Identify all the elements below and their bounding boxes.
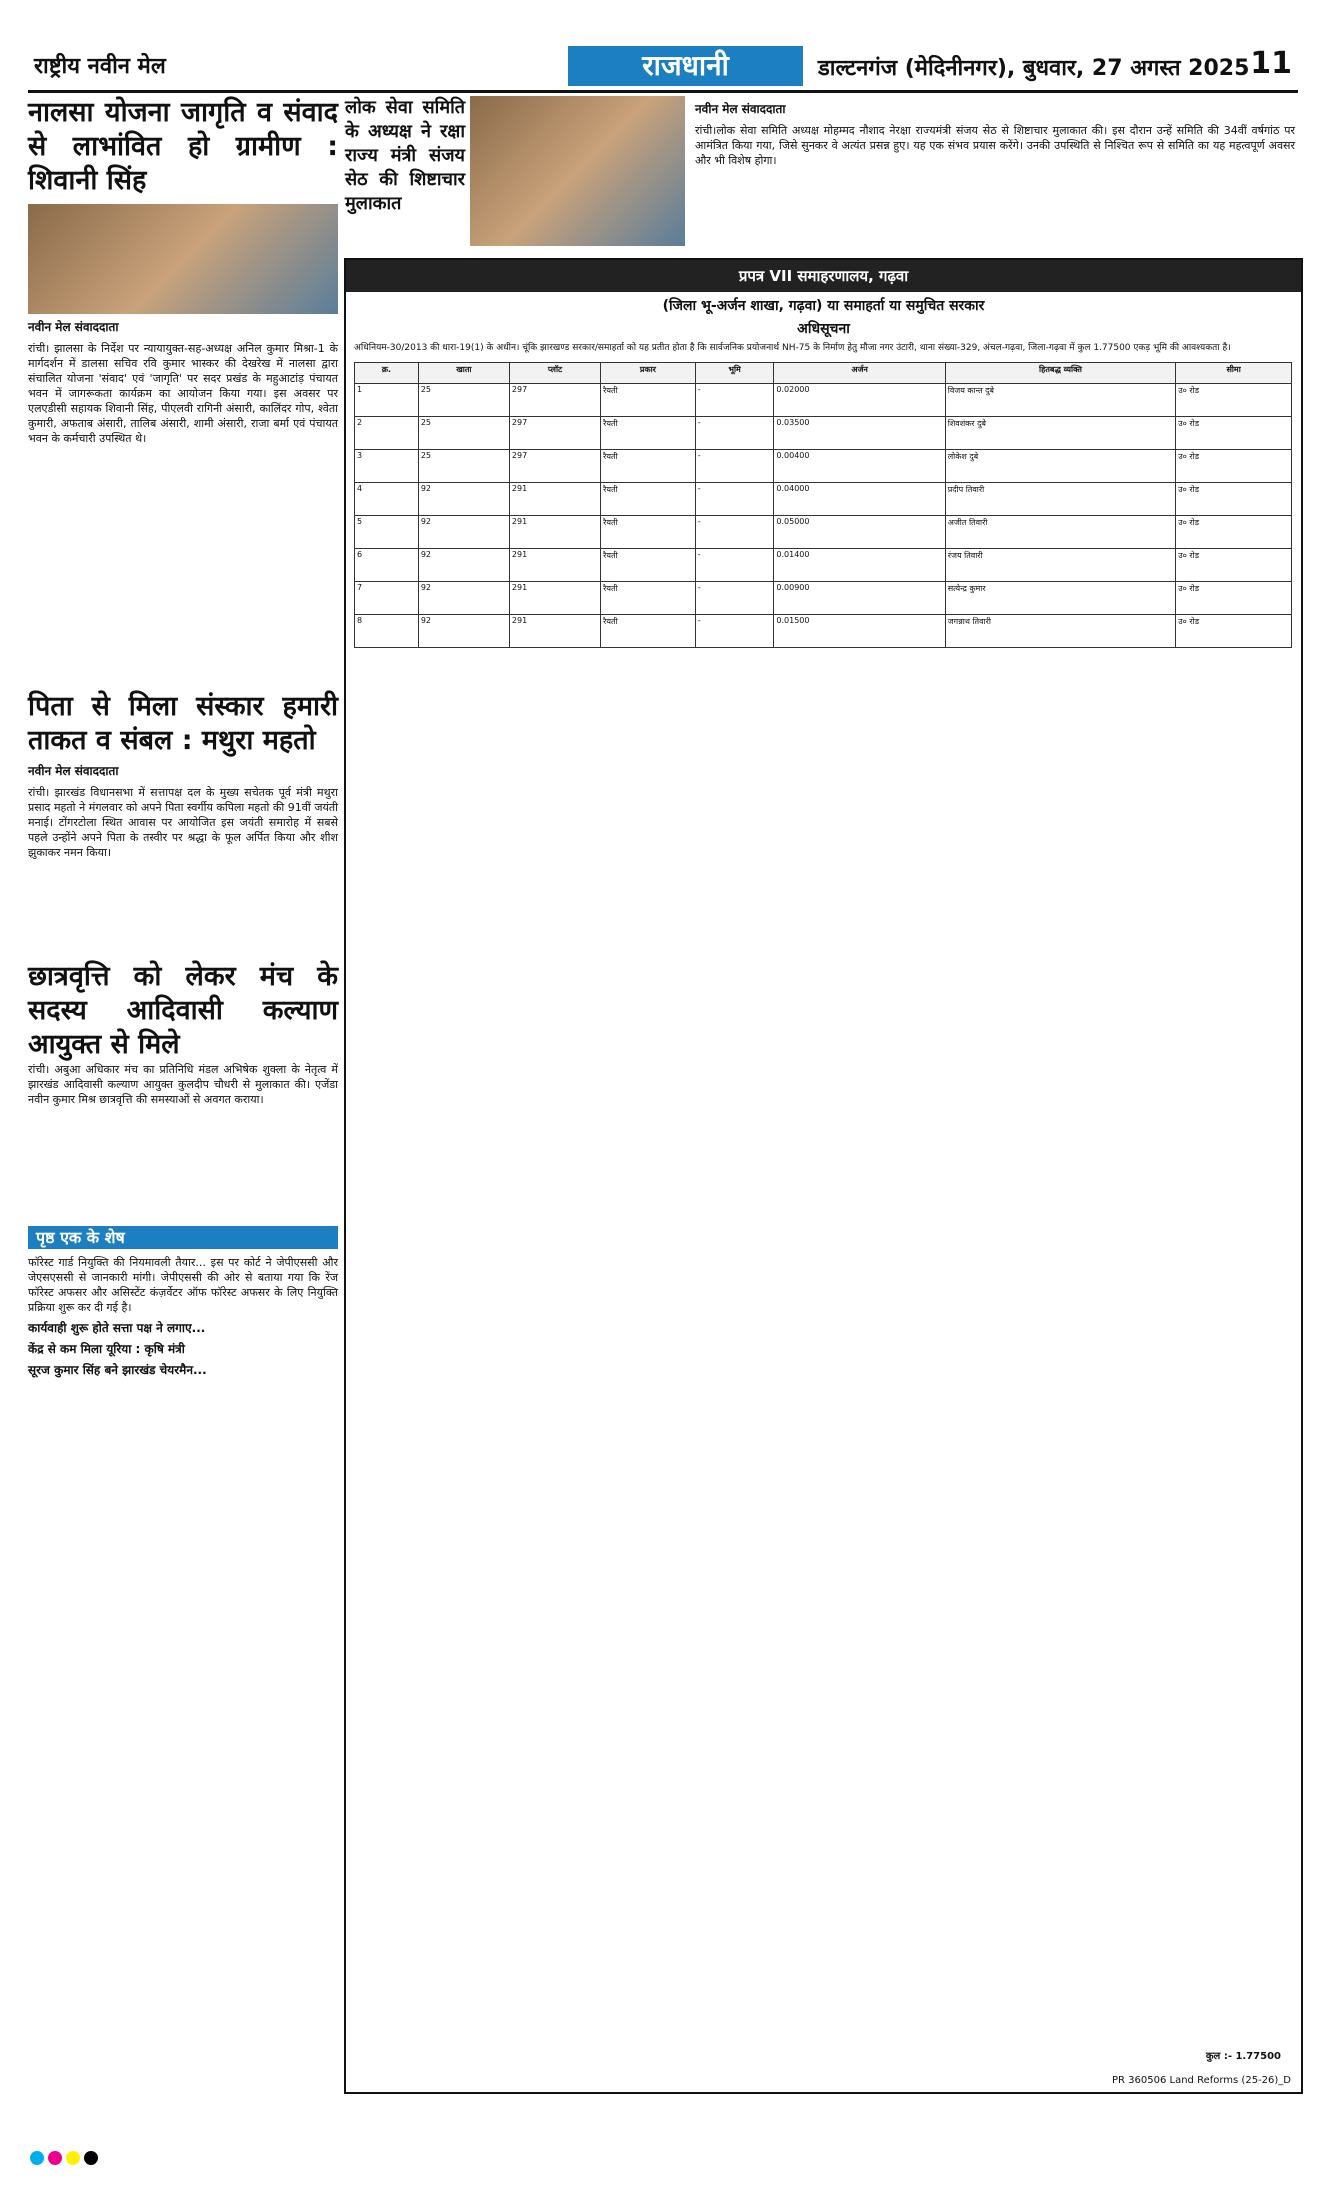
table-cell: लोकेश दुबे — [945, 450, 1176, 483]
story-photo — [470, 96, 685, 246]
story-4 — [28, 960, 338, 1107]
table-cell: सत्येन्द्र कुमार — [945, 582, 1176, 615]
table-cell: रंजय तिवारी — [945, 549, 1176, 582]
table-cell: उ० रोड — [1176, 516, 1292, 549]
notice-para: अधिनियम-30/2013 की धारा-19(1) के अधीन। चूंकि झारखण्ड सरकार/समाहर्ता को यह प्रतीत होता है कि सार्वजनिक प्रयोजनार्थ NH-75 के निर्माण हेतु मौजा नगर उंटारी, थाना संख्या-329, अंचल-गढ़वा, जिला-गढ़वा में कुल 1.77500 एकड़ भूमि की आवश्यकता है। — [354, 343, 1231, 353]
table-cell: - — [695, 516, 774, 549]
table-cell: 92 — [418, 516, 509, 549]
table-cell: उ० रोड — [1176, 384, 1292, 417]
table-cell: 291 — [509, 582, 600, 615]
table-row — [355, 450, 1292, 483]
table-cell: 297 — [509, 384, 600, 417]
headline: लोक सेवा समिति के अध्यक्ष ने रक्षा राज्य मंत्री संजय सेठ की शिष्टाचार मुलाकात — [345, 97, 465, 214]
table-row — [355, 384, 1292, 417]
table-cell: 0.01500 — [774, 615, 945, 648]
article-body: रांची। झारखंड विधानसभा में सत्तापक्ष दल के मुख्य सचेतक पूर्व मंत्री मथुरा प्रसाद महतो ने मंगलवार को अपने पिता स्वर्गीय कपिला महतो की 91वीं जयंती मनाई। टोंगरटोला स्थित आवास पर आयोजित इस जयंती समारोह में सबसे पहले उन्होंने अपने पिता के तस्वीर पर श्रद्धा के फूल अर्पित किया और शीश झुकाकर नमन किया। — [28, 786, 338, 859]
table-cell: - — [695, 549, 774, 582]
table-cell: 0.02000 — [774, 384, 945, 417]
table-cell: विजय कान्त दुबे — [945, 384, 1176, 417]
table-cell: 92 — [418, 582, 509, 615]
section-label: राजधानी — [568, 46, 803, 86]
table-cell: 291 — [509, 615, 600, 648]
table-cell: - — [695, 483, 774, 516]
table-cell: 0.00900 — [774, 582, 945, 615]
page-number: 11 — [1250, 46, 1292, 81]
table-cell: 92 — [418, 615, 509, 648]
table-cell: रैयती — [601, 417, 696, 450]
table-cell: 8 — [355, 615, 419, 648]
notice-code: PR 360506 Land Reforms (25-26)_D — [1112, 2075, 1291, 2086]
table-cell: 0.00400 — [774, 450, 945, 483]
table-cell: 25 — [418, 450, 509, 483]
table-row — [355, 549, 1292, 582]
byline: नवीन मेल संवाददाता — [695, 102, 786, 116]
table-cell: - — [695, 384, 774, 417]
table-header: प्रकार — [601, 363, 696, 384]
table-cell: 0.05000 — [774, 516, 945, 549]
table-cell: उ० रोड — [1176, 549, 1292, 582]
table-cell: 6 — [355, 549, 419, 582]
story-1 — [28, 96, 338, 446]
story-3 — [28, 690, 338, 860]
table-cell: - — [695, 417, 774, 450]
story-5 — [28, 1220, 338, 1384]
story-photo — [28, 204, 338, 314]
table-cell: 92 — [418, 483, 509, 516]
table-cell: 291 — [509, 516, 600, 549]
table-row — [355, 417, 1292, 450]
table-cell: - — [695, 582, 774, 615]
table-cell: उ० रोड — [1176, 582, 1292, 615]
table-header: प्लॉट — [509, 363, 600, 384]
notice-table — [354, 362, 1292, 648]
table-cell: शिवशंकर दुबे — [945, 417, 1176, 450]
table-cell: - — [695, 615, 774, 648]
table-header: क्र. — [355, 363, 419, 384]
table-header: भूमि — [695, 363, 774, 384]
subhead: कार्यवाही शुरू होते सत्ता पक्ष ने लगाए... — [28, 1321, 206, 1335]
article-body: रांची। झालसा के निर्देश पर न्यायायुक्त-सह-अध्यक्ष अनिल कुमार मिश्रा-1 के मार्गदर्शन में डालसा सचिव रवि कुमार भास्कर की देखरेख में नालसा द्वारा संचालित योजना 'संवाद' एवं 'जागृति' पर सदर प्रखंड के महुआटांड़ पंचायत भवन में जागरूकता कार्यक्रम का आयोजन किया गया। इस अवसर पर एलएडीसी सहायक शिवानी सिंह, पीएलवी रागिनी अंसारी, कालिंदर गोप, श्वेता कुमारी, अफताब अंसारी, तालिब अंसारी, शामी अंसारी, राजा बर्मा एवं पंचायत भवन के कर्मचारी उपस्थित थे। — [28, 342, 338, 445]
table-cell: रैयती — [601, 450, 696, 483]
story-2 — [345, 96, 1300, 251]
table-header: अर्जन — [774, 363, 945, 384]
color-registration-bar — [28, 2150, 1298, 2180]
table-cell: जगन्नाथ तिवारी — [945, 615, 1176, 648]
table-cell: 0.03500 — [774, 417, 945, 450]
table-cell: प्रदीप तिवारी — [945, 483, 1176, 516]
table-header: सीमा — [1176, 363, 1292, 384]
table-cell: रैयती — [601, 483, 696, 516]
table-row — [355, 615, 1292, 648]
table-cell: रैयती — [601, 549, 696, 582]
dateline: डाल्टनगंज (मेदिनीनगर), बुधवार, 27 अगस्त 2025 — [818, 56, 1250, 81]
brand-name: राष्ट्रीय नवीन मेल — [34, 54, 166, 79]
table-cell: अजीत तिवारी — [945, 516, 1176, 549]
article-body: रांची। अबुआ अधिकार मंच का प्रतिनिधि मंडल अभिषेक शुक्ला के नेतृत्व में झारखंड आदिवासी कल्याण आयुक्त कुलदीप चौधरी से मुलाकात की। एजेंडा नवीन कुमार मिश्र छात्रवृत्ति की समस्याओं से अवगत कराया। — [28, 1063, 338, 1106]
article-body: फॉरेस्ट गार्ड नियुक्ति की नियमावली तैयार... इस पर कोर्ट ने जेपीएससी और जेएसएससी से जानकारी मांगी। जेपीएससी की ओर से बताया गया कि रेंज फॉरेस्ट अफसर और असिस्टेंट कंज़र्वेटर ऑफ फॉरेस्ट अफसर के लिए नियुक्ति प्रक्रिया शुरू कर दी गई है। — [28, 1256, 338, 1314]
table-cell: उ० रोड — [1176, 450, 1292, 483]
subhead: केंद्र से कम मिला यूरिया : कृषि मंत्री — [28, 1342, 185, 1356]
article-body: रांची।लोक सेवा समिति अध्यक्ष मोहम्मद नौशाद नेरक्षा राज्यमंत्री संजय सेठ से शिष्टाचार मुलाकात की। इस दौरान उन्हें समिति की 34वीं वर्षगांठ पर आमंत्रित किया गया, जिसे सुनकर वे अत्यंत प्रसन्न हुए। यह एक संभव प्रयास करेंगे। उनकी उपस्थिति से निश्चित रूप से समिति का यह महत्वपूर्ण अवसर और भी विशेष होगा। — [695, 124, 1295, 167]
table-cell: रैयती — [601, 582, 696, 615]
table-cell: 2 — [355, 417, 419, 450]
table-cell: 297 — [509, 450, 600, 483]
table-cell: - — [695, 450, 774, 483]
table-cell: 297 — [509, 417, 600, 450]
headline: छात्रवृत्ति को लेकर मंच के सदस्य आदिवासी कल्याण आयुक्त से मिले — [28, 961, 338, 1060]
headline: नालसा योजना जागृति व संवाद से लाभांवित हो ग्रामीण : शिवानी सिंह — [28, 97, 338, 196]
notice-title: अधिसूचना — [797, 321, 850, 337]
table-cell: 92 — [418, 549, 509, 582]
table-row — [355, 483, 1292, 516]
land-acquisition-notice — [344, 258, 1303, 2094]
table-cell: 4 — [355, 483, 419, 516]
notice-sub: (जिला भू-अर्जन शाखा, गढ़वा) या समाहर्ता या समुचित सरकार — [662, 298, 985, 314]
table-cell: 291 — [509, 483, 600, 516]
byline: नवीन मेल संवाददाता — [28, 320, 119, 334]
table-cell: उ० रोड — [1176, 615, 1292, 648]
subhead: सूरज कुमार सिंह बने झारखंड चेयरमैन... — [28, 1363, 207, 1377]
table-cell: 25 — [418, 417, 509, 450]
table-row — [355, 516, 1292, 549]
headline: पिता से मिला संस्कार हमारी ताकत व संबल : मथुरा महतो — [28, 691, 338, 756]
masthead — [28, 44, 1298, 93]
table-cell: 0.01400 — [774, 549, 945, 582]
table-cell: 0.04000 — [774, 483, 945, 516]
table-cell: 3 — [355, 450, 419, 483]
table-cell: 25 — [418, 384, 509, 417]
table-cell: 5 — [355, 516, 419, 549]
table-cell: रैयती — [601, 384, 696, 417]
table-cell: रैयती — [601, 516, 696, 549]
table-cell: 1 — [355, 384, 419, 417]
section-box-head: पृष्ठ एक के शेष — [28, 1226, 338, 1249]
notice-head: प्रपत्र VII समाहरणालय, गढ़वा — [346, 260, 1301, 292]
table-header: खाता — [418, 363, 509, 384]
table-header: हितबद्ध व्यक्ति — [945, 363, 1176, 384]
table-cell: उ० रोड — [1176, 417, 1292, 450]
table-cell: 291 — [509, 549, 600, 582]
notice-total: कुल :- 1.77500 — [1205, 2051, 1281, 2062]
table-cell: उ० रोड — [1176, 483, 1292, 516]
byline: नवीन मेल संवाददाता — [28, 764, 119, 778]
table-row — [355, 582, 1292, 615]
table-cell: 7 — [355, 582, 419, 615]
table-cell: रैयती — [601, 615, 696, 648]
